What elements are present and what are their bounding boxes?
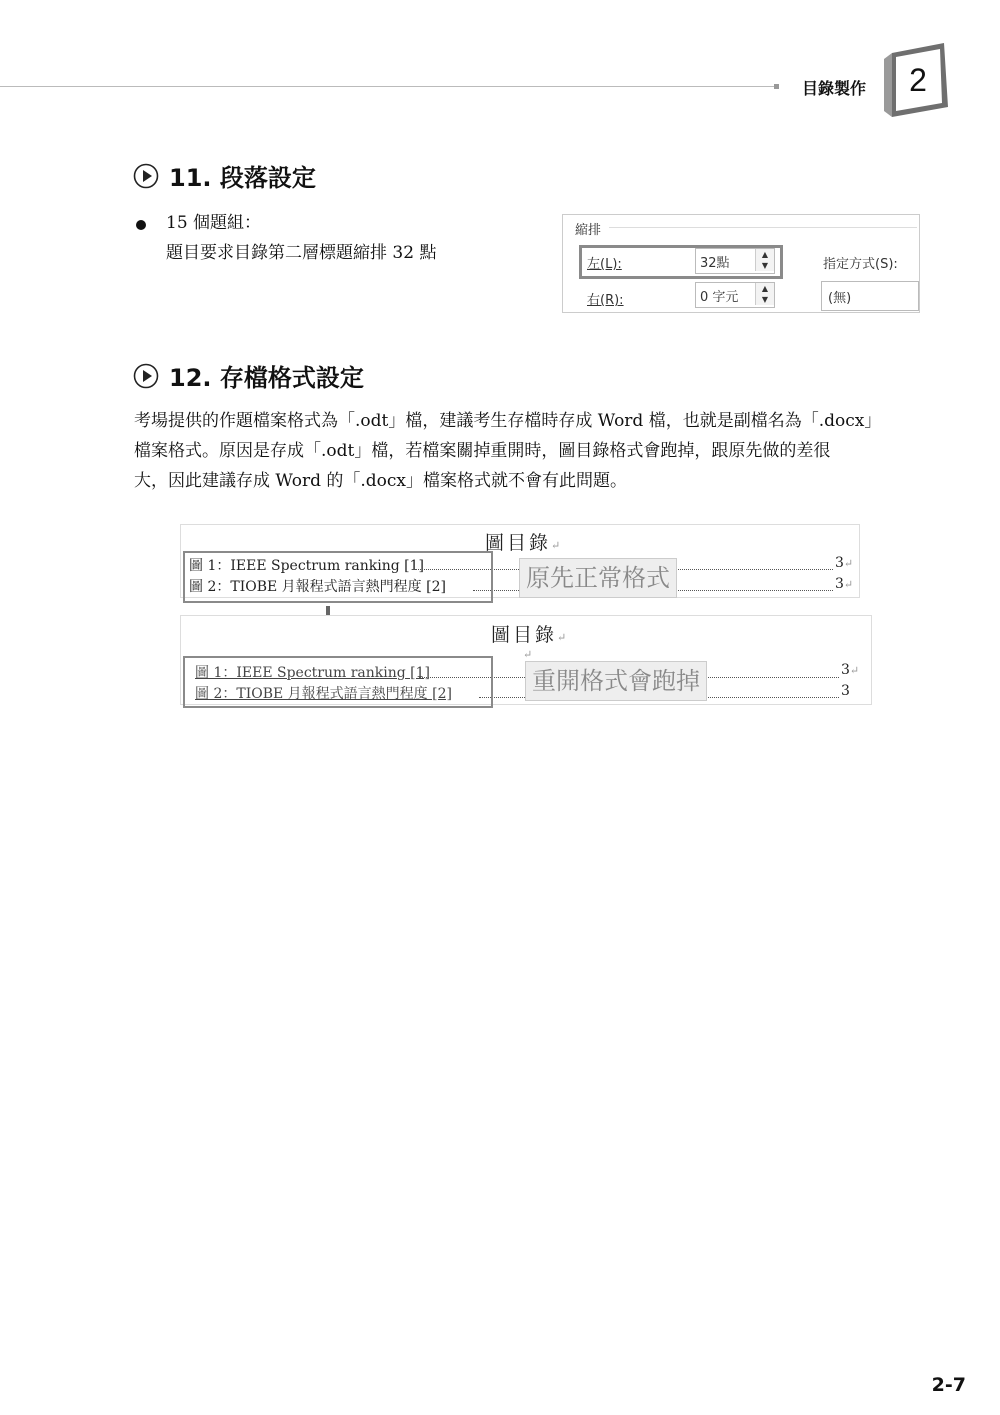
paragraph-mark: ↵ [523,648,533,661]
bullet-line-2: 題目要求目錄第二層標題縮排 32 點 [166,243,437,263]
toc-reopened-highlight [183,656,493,708]
label-broken-format: 重開格式會跑掉 [525,661,707,701]
right-indent-value: 0 字元 [700,290,739,305]
para-line-1: 考場提供的作題檔案格式為「.odt」檔，建議考生存檔時存成 Word 檔，也就是副檔名為「.docx」 [134,411,882,431]
left-indent-spinner[interactable]: ▲ ▼ [755,249,774,271]
toc-page-1: 3↵ [835,555,854,571]
toc-entry-1: 圖 1：IEEE Spectrum ranking [1] [195,665,431,681]
special-indent-select[interactable] [821,281,919,311]
play-arrow-icon [133,163,159,189]
bullet-icon [136,220,146,230]
left-indent-input[interactable] [695,248,775,274]
right-indent-input[interactable] [695,282,775,308]
page-number: 2-7 [931,1374,966,1396]
chapter-badge [884,43,948,117]
bullet-text [166,208,436,268]
toc-title: 圖目錄↵ [485,532,564,554]
toc-page-2: 3 [841,683,850,699]
toc-original-highlight [183,551,493,603]
para-line-3: 大，因此建議存成 Word 的「.docx」檔案格式就不會有此問題。 [134,471,627,491]
section-12-title: 12. 存檔格式設定 [169,364,364,392]
header-rule [0,86,778,87]
indent-dialog [562,214,920,313]
toc-entry-1: 圖 1：IEEE Spectrum ranking [1] [189,558,425,574]
indent-group-label: 縮排 [575,223,602,238]
header-rule-dot [774,84,779,89]
chapter-number: 2 [909,62,927,98]
left-indent-value: 32點 [700,256,730,271]
chapter-title: 目錄製作 [802,79,867,98]
toc-page-2: 3↵ [835,576,854,592]
toc-entry-2: 圖 2：TIOBE 月報程式語言熱門程度 [2] [189,579,446,595]
section-11-heading [133,158,316,193]
right-indent-label: 右(R): [587,293,624,308]
section-12-paragraph [134,406,924,496]
section-11-title: 11. 段落設定 [169,164,316,192]
group-divider [609,227,917,228]
special-indent-label: 指定方式(S): [823,257,898,272]
left-indent-label: 左(L): [587,257,622,272]
play-arrow-icon [133,363,159,389]
toc-title: 圖目錄↵ [491,624,570,646]
special-indent-value: (無) [828,291,852,306]
bullet-line-1: 15 個題組： [166,213,262,233]
section-12-heading [133,358,364,393]
label-original-format: 原先正常格式 [519,558,677,598]
toc-page-1: 3↵ [841,662,860,678]
para-line-2: 檔案格式。原因是存成「.odt」檔，若檔案關掉重開時，圖目錄格式會跑掉，跟原先做的差很 [134,441,831,461]
right-indent-spinner[interactable]: ▲ ▼ [755,283,774,305]
toc-entry-2: 圖 2：TIOBE 月報程式語言熱門程度 [2] [195,686,452,702]
